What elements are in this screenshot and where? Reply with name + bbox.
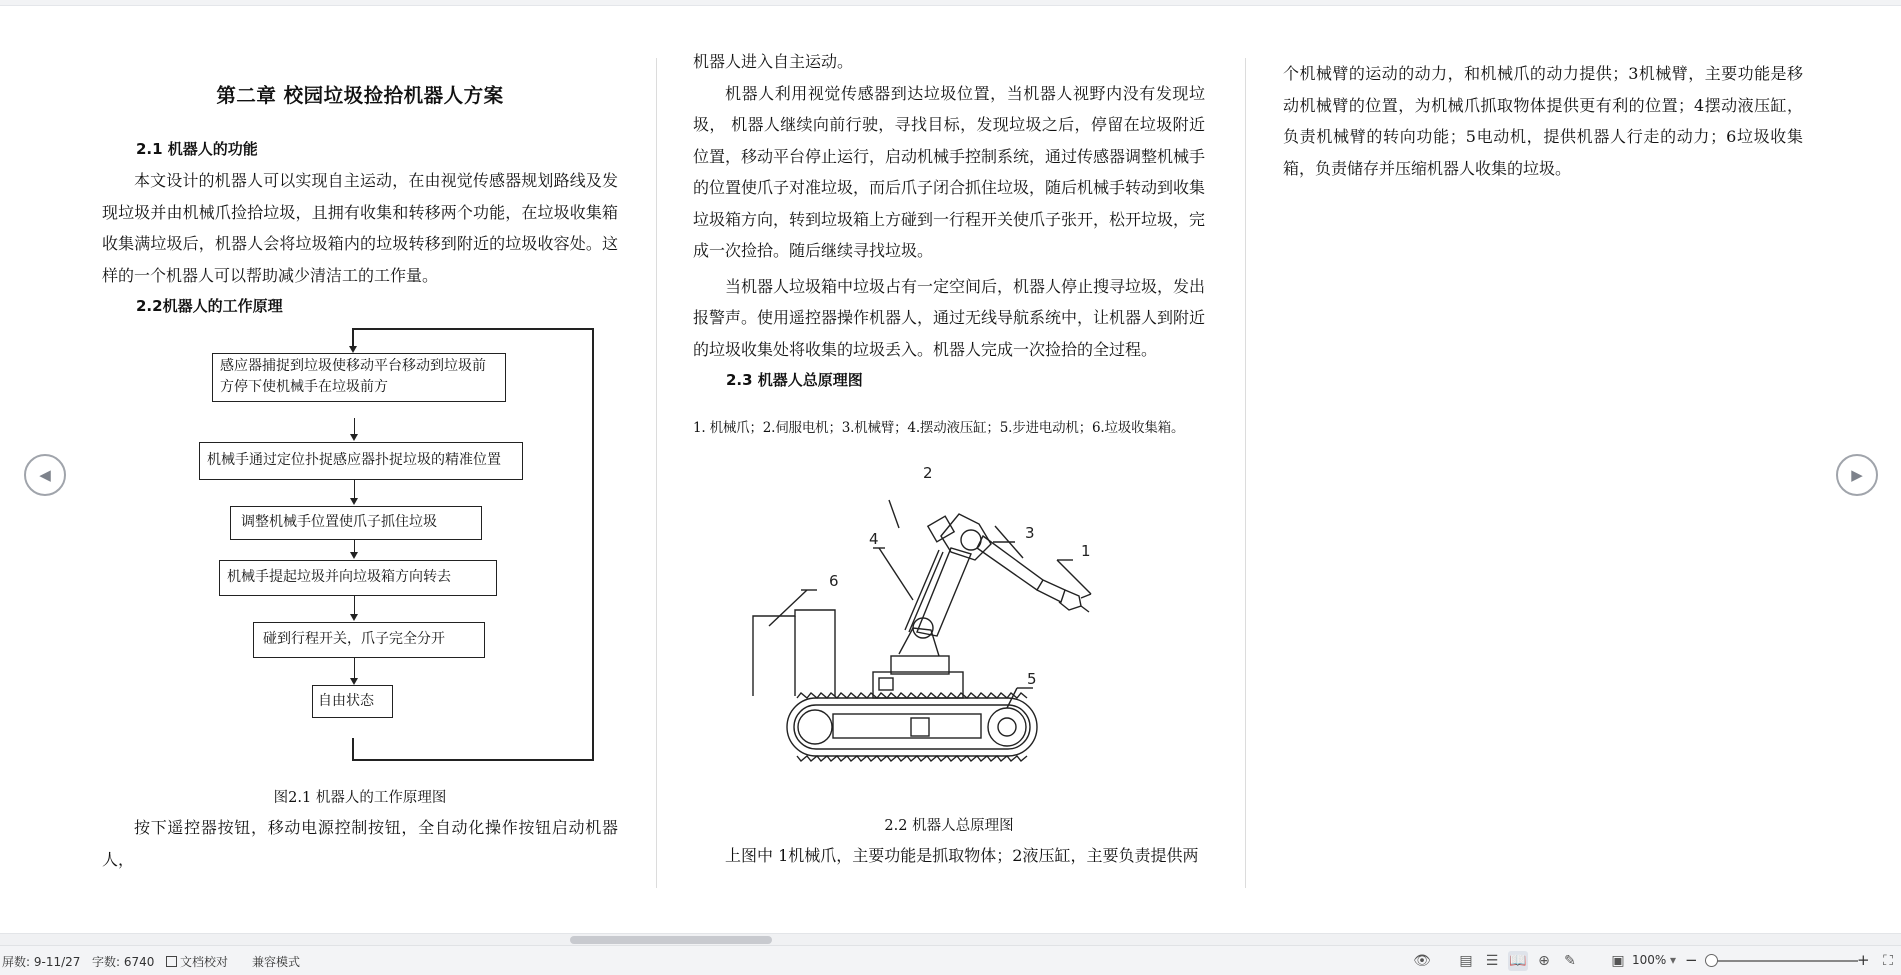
- leader-6: [769, 590, 807, 626]
- document-view[interactable]: [0, 6, 1901, 933]
- next-page-button[interactable]: [1836, 454, 1878, 496]
- track-treads-bottom: [797, 756, 1027, 761]
- flow-step-4: 机械手提起垃圾并向垃圾箱方向转去: [219, 560, 497, 596]
- flow-step-5: 碰到行程开关，爪子完全分开: [253, 622, 485, 658]
- figure-2-1-caption: 图2.1 机器人的工作原理图: [273, 790, 447, 806]
- zoom-in-button[interactable]: +: [1857, 951, 1870, 969]
- fullscreen-icon[interactable]: ⛶: [1883, 953, 1893, 969]
- section-2-1-title: 2.1 机器人的功能: [136, 140, 258, 158]
- label-6: 6: [829, 572, 839, 590]
- page2-first-line: 机器人进入自主运动。: [693, 52, 854, 71]
- zoom-dropdown-icon[interactable]: ▾: [1670, 953, 1677, 967]
- label-2: 2: [923, 464, 933, 482]
- figure-2-2-caption: 2.2 机器人总原理图: [884, 818, 1014, 834]
- page-column-2: [693, 46, 1205, 872]
- zoom-level[interactable]: 100%: [1632, 953, 1667, 967]
- section-2-1-paragraph: 本文设计的机器人可以实现自主运动，在由视觉传感器规划路线及发现垃圾并由机械爪捡拾垃圾，且拥有收集和转移两个功能，在垃圾收集箱收集满垃圾后，机器人会将垃圾箱内的垃圾转移到附近的垃圾收容处。这样的一个机器人可以帮助减少清洁工的工作量。: [102, 171, 618, 285]
- flow-loop-line: [592, 328, 594, 761]
- label-4: 4: [869, 530, 879, 548]
- proofread-icon: [166, 956, 177, 967]
- flow-step-1: 感应器捕捉到垃圾使移动平台移动到垃圾前方停下使机械手在垃圾前方: [212, 353, 506, 402]
- figure-legend: 1. 机械爪；2.伺服电机；3.机械臂；4.摆动液压缸；5.步进电动机；6.垃圾收集箱。: [693, 420, 1185, 436]
- label-5: 5: [1027, 670, 1037, 688]
- page2-paragraph-1: 机器人利用视觉传感器到达垃圾位置，当机器人视野内没有发现垃圾， 机器人继续向前行驶，寻找目标，发现垃圾之后，停留在垃圾附近位置，移动平台停止运行，启动机械手控制系统，通过传感器调整机械手的位置使爪子对准垃圾，而后爪子闭合抓住垃圾，随后机械手转动到收集垃圾箱方向，转到垃圾箱上方碰到一行程开关使爪子张开，松开垃圾，完成一次捡拾。随后继续寻找垃圾。: [693, 83, 1206, 260]
- fit-page-icon[interactable]: ▣: [1611, 953, 1625, 969]
- flow-loop-line: [352, 759, 594, 761]
- flow-arrow: [349, 346, 357, 353]
- flow-arrow: [350, 614, 358, 621]
- hydraulic-cylinder-4b: [909, 552, 943, 632]
- previous-page-button[interactable]: [24, 454, 66, 496]
- flow-arrow: [350, 552, 358, 559]
- flow-connector: [354, 658, 355, 680]
- lower-arm: [917, 548, 971, 636]
- chevron-left-icon: ◀: [39, 466, 51, 484]
- track-outline: [787, 698, 1037, 756]
- pen-icon[interactable]: ✎: [1564, 953, 1576, 969]
- page1-bottom-paragraph: 按下遥控器按钮，移动电源控制按钮，全自动化操作按钮启动机器人，: [102, 818, 618, 869]
- page2-paragraph-2: 当机器人垃圾箱中垃圾占有一定空间后，机器人停止搜寻垃圾，发出报警声。使用遥控器操作机器人，通过无线导航系统中，让机器人到附近的垃圾收集处将收集的垃圾丢入。机器人完成一次捡拾的全过程。: [693, 276, 1206, 359]
- word-count[interactable]: 字数: 6740: [92, 955, 155, 969]
- proofread-button[interactable]: [166, 953, 228, 970]
- proofread-label: 文档校对: [180, 955, 229, 969]
- turret-top: [891, 656, 949, 674]
- track-panel: [911, 718, 929, 736]
- drive-wheel: [988, 708, 1026, 746]
- horizontal-scrollbar[interactable]: [0, 933, 1901, 945]
- robot-drawing: [693, 450, 1205, 810]
- read-mode-icon[interactable]: 📖: [1509, 953, 1527, 969]
- flow-arrow: [350, 498, 358, 505]
- chevron-right-icon: ▶: [1851, 466, 1863, 484]
- garbage-bin: [753, 610, 835, 696]
- flow-arrow: [350, 434, 358, 441]
- page-divider: [656, 58, 657, 888]
- flow-loop-line: [352, 738, 354, 761]
- leader-2: [889, 500, 899, 528]
- flow-step-2: 机械手通过定位扑捉感应器扑捉垃圾的精准位置: [199, 442, 523, 480]
- label-3: 3: [1025, 524, 1035, 542]
- section-2-3-title: 2.3 机器人总原理图: [726, 371, 863, 389]
- flowchart: [102, 328, 618, 780]
- track-inner: [794, 705, 1030, 749]
- web-layout-icon[interactable]: ⊕: [1538, 953, 1550, 969]
- label-1: 1: [1081, 542, 1091, 560]
- status-bar: [0, 945, 1901, 975]
- motor-housing: [928, 516, 954, 542]
- page2-bottom-paragraph: 上图中 1机械爪，主要功能是抓取物体；2液压缸，主要负责提供两: [725, 846, 1199, 865]
- eye-icon[interactable]: 👁: [1413, 953, 1431, 969]
- flow-loop-line: [352, 328, 594, 330]
- page3-paragraph: 个机械臂的运动的动力，和机械爪的动力提供；3机械臂，主要功能是移动机械臂的位置，为机械爪抓取物体提供更有利的位置；4摆动液压缸，负责机械臂的转向功能；5电动机，提供机器人行走的动力；6垃圾收集箱，负责储存并压缩机器人收集的垃圾。: [1283, 64, 1803, 178]
- flow-step-3: 调整机械手位置使爪子抓住垃圾: [230, 506, 482, 540]
- zoom-out-button[interactable]: −: [1685, 951, 1698, 969]
- flow-step-6: 自由状态: [312, 685, 393, 718]
- track-treads-top: [797, 693, 1027, 698]
- page-column-3: [1283, 58, 1803, 184]
- zoom-slider-track[interactable]: [1710, 960, 1858, 962]
- leader-4: [879, 548, 913, 600]
- zoom-slider-handle[interactable]: [1705, 954, 1718, 967]
- flow-connector: [354, 596, 355, 616]
- section-2-2-title: 2.2机器人的工作原理: [136, 297, 283, 315]
- outline-icon[interactable]: ☰: [1485, 953, 1499, 969]
- flow-arrow: [350, 678, 358, 685]
- claw-fingers: [1081, 594, 1091, 612]
- flow-connector: [354, 480, 355, 500]
- page-indicator[interactable]: 屏数: 9-11/27: [2, 955, 81, 969]
- turret-box: [879, 678, 893, 690]
- chapter-title: 第二章 校园垃圾捡拾机器人方案: [216, 84, 504, 107]
- robot-diagram: [693, 450, 1205, 810]
- drive-wheel-hub: [998, 718, 1016, 736]
- scrollbar-thumb[interactable]: [570, 936, 772, 944]
- idler-wheel: [798, 710, 832, 744]
- compat-mode[interactable]: 兼容模式: [252, 955, 301, 969]
- page-column-1: [102, 46, 618, 875]
- track-frame: [833, 714, 981, 738]
- page-divider: [1245, 58, 1246, 888]
- page-view-icon[interactable]: ▤: [1459, 953, 1473, 969]
